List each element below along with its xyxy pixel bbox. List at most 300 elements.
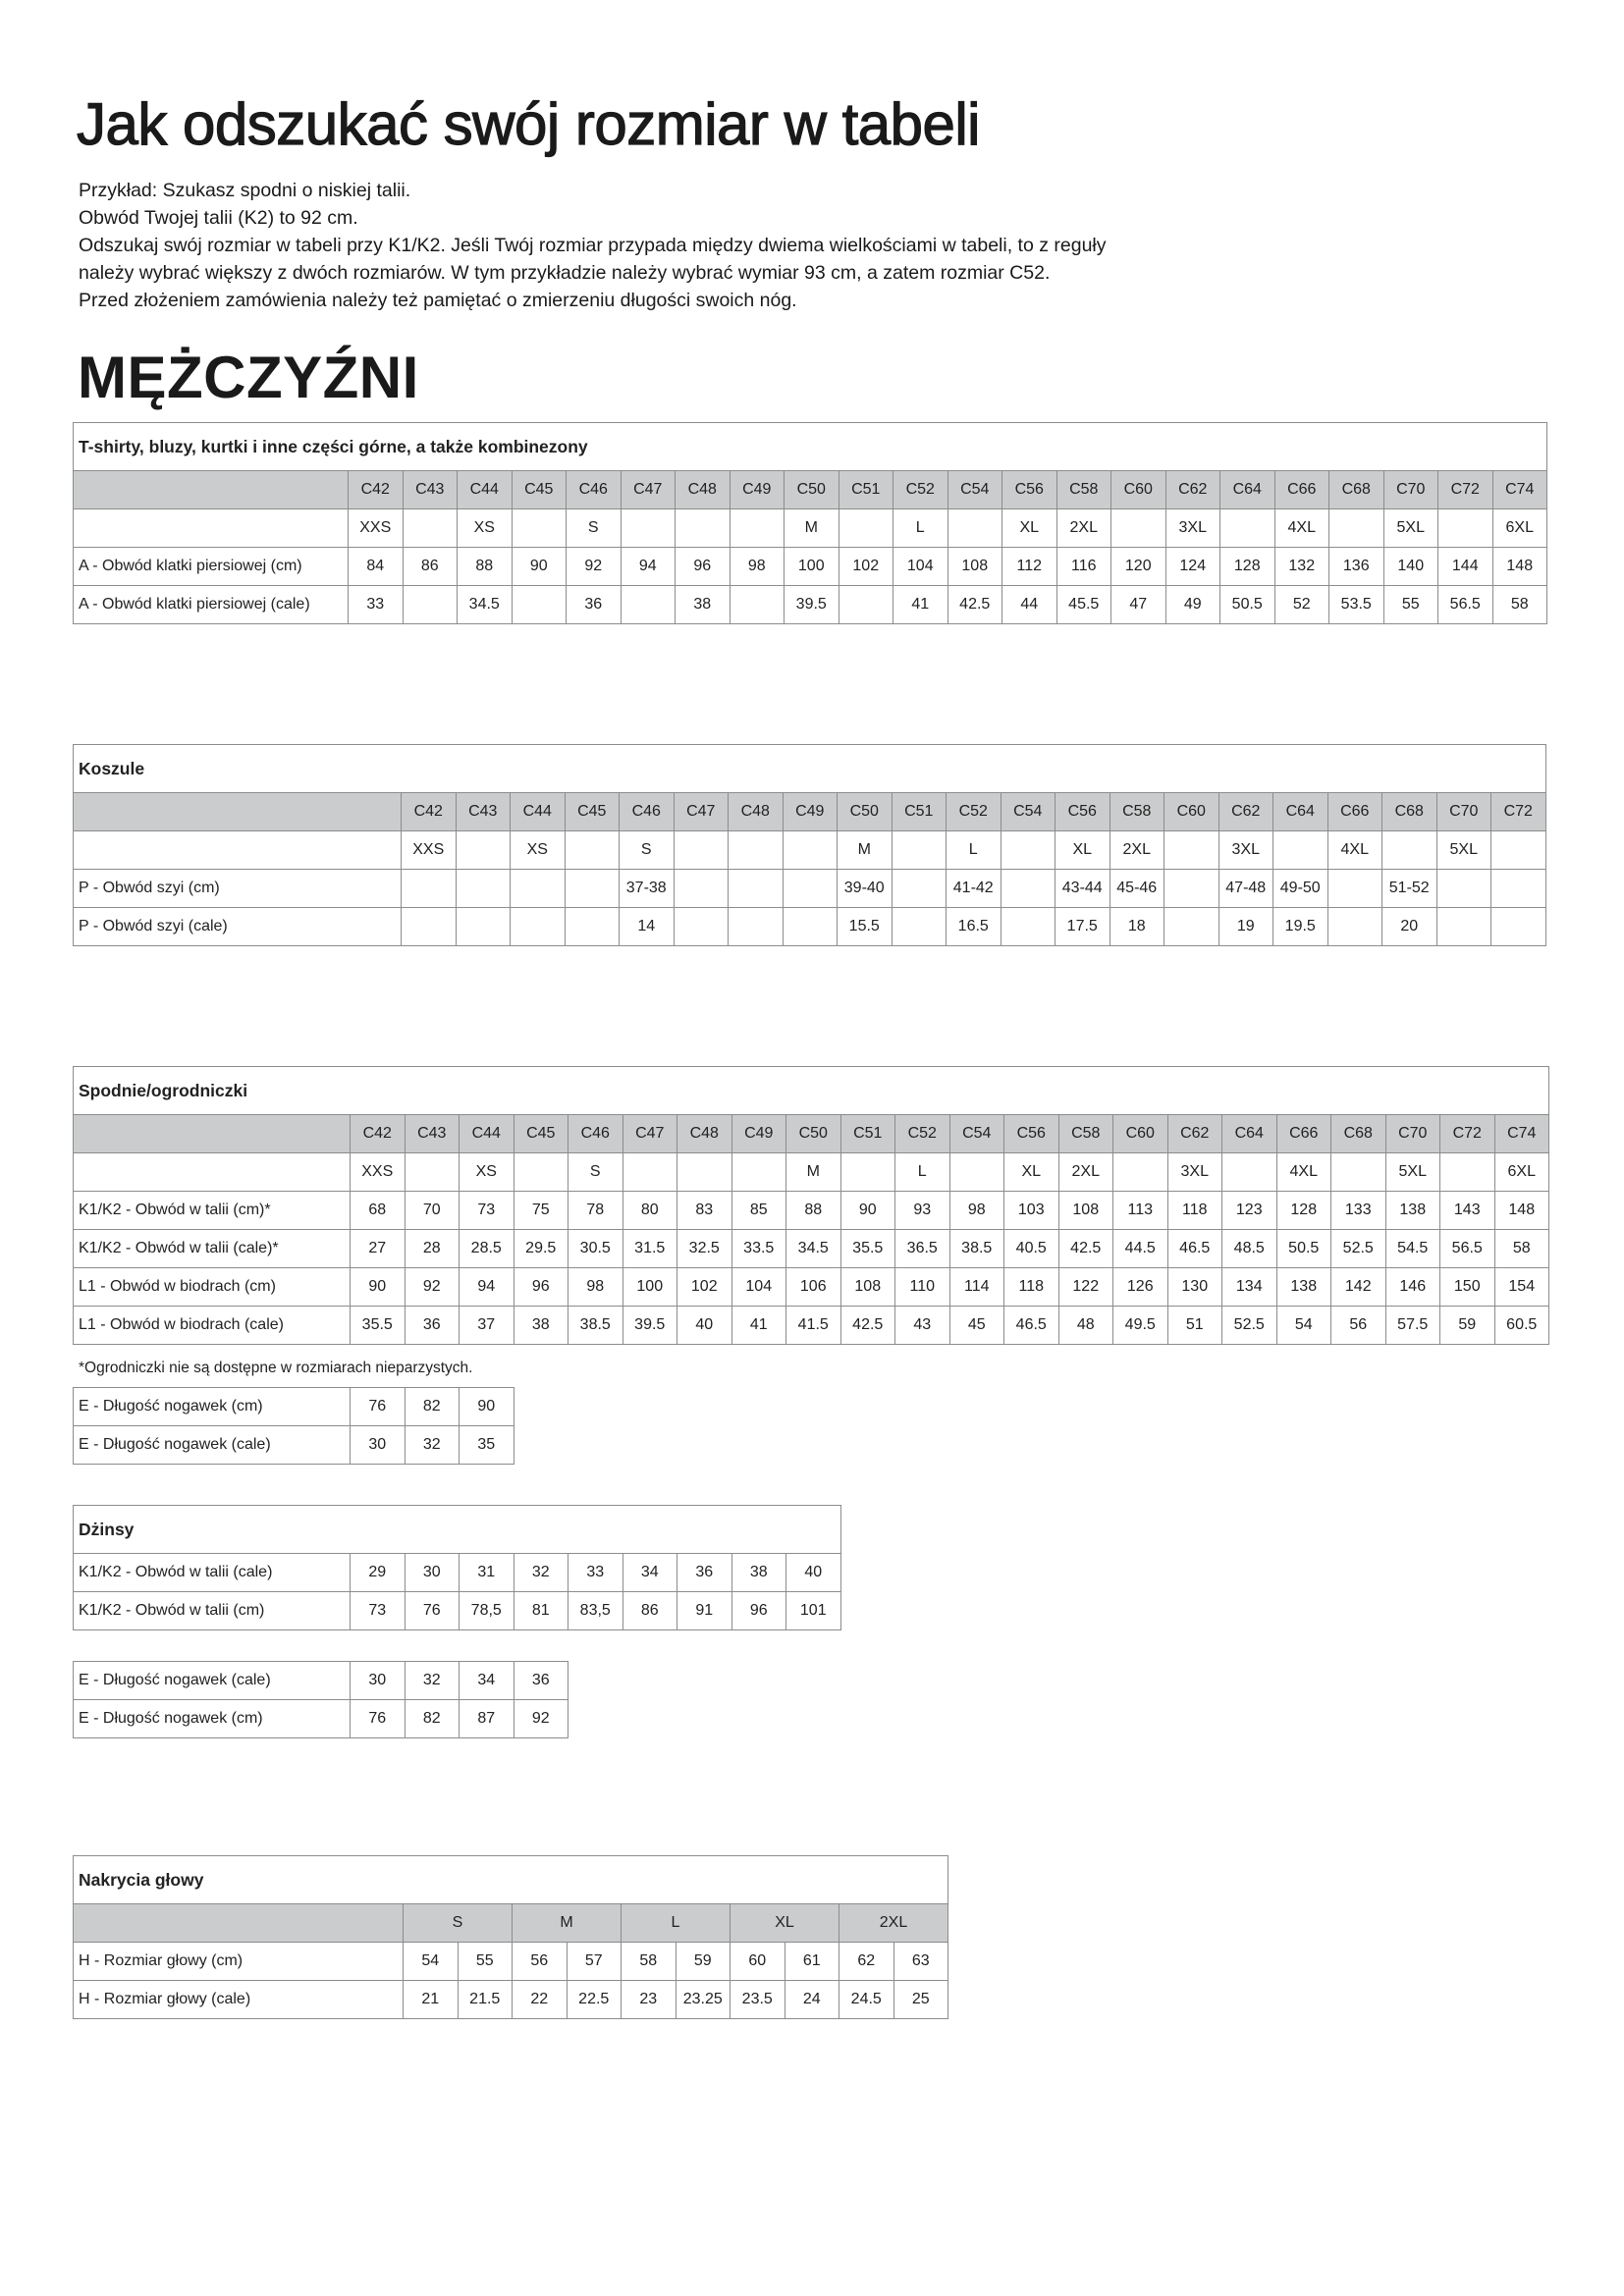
row-label: P - Obwód szyi (cale) [74,908,402,946]
measurement-cell: 61 [785,1943,839,1981]
size-code-cell: C68 [1331,1115,1386,1153]
measurement-cell: 40 [786,1554,841,1592]
measurement-cell [402,908,457,946]
measurement-cell: 29.5 [514,1230,568,1268]
size-code-cell: C58 [1058,1115,1113,1153]
measurement-cell: 28.5 [460,1230,514,1268]
measurement-cell: 51-52 [1382,870,1437,908]
measurement-cell: 90 [840,1192,895,1230]
measurement-cell [892,908,947,946]
measurement-cell: 90 [351,1268,406,1307]
measurement-cell: 82 [405,1388,460,1426]
size-code-cell: C66 [1276,1115,1331,1153]
size-code-cell: C60 [1164,793,1219,831]
size-letter-cell [514,1153,568,1192]
header-label-cell [74,471,349,509]
size-letter-cell [1001,831,1056,870]
measurement-cell [565,908,620,946]
size-letter-cell: M [786,1153,841,1192]
table-header-row [74,471,1547,509]
intro-line: Przed złożeniem zamówienia należy też pamiętać o zmierzeniu długości swoich nóg. [79,290,797,311]
measurement-cell: 114 [949,1268,1004,1307]
measurement-cell: 75 [514,1192,568,1230]
measurement-row [74,1700,568,1738]
measurement-cell: 39.5 [623,1307,677,1345]
measurement-cell: 86 [403,548,458,586]
measurement-cell [1327,908,1382,946]
measurement-cell: 113 [1113,1192,1168,1230]
size-code-cell: C66 [1274,471,1329,509]
size-code-cell: C72 [1491,793,1546,831]
size-code-cell: C70 [1383,471,1438,509]
size-letter-cell [512,509,567,548]
size-code-cell: C42 [402,793,457,831]
size-code-cell: C44 [511,793,566,831]
measurement-cell: 112 [1002,548,1057,586]
measurement-cell: 133 [1331,1192,1386,1230]
size-code-cell: C68 [1329,471,1384,509]
measurement-cell: 83,5 [568,1592,623,1630]
measurement-cell: 63 [893,1943,948,1981]
measurement-cell: 84 [349,548,404,586]
measurement-cell: 93 [895,1192,950,1230]
measurement-cell: 143 [1440,1192,1495,1230]
measurement-cell: 33 [568,1554,623,1592]
size-letter-cell: S [568,1153,623,1192]
measurement-cell: 51 [1167,1307,1222,1345]
intro-line: Obwód Twojej talii (K2) to 92 cm. [79,207,358,229]
measurement-cell: 120 [1111,548,1166,586]
size-code-cell: C64 [1222,1115,1277,1153]
measurement-cell: 104 [893,548,948,586]
size-letter-cell [783,831,838,870]
row-label: L1 - Obwód w biodrach (cm) [74,1268,351,1307]
table-title: Koszule [74,745,1546,793]
measurement-cell: 49.5 [1113,1307,1168,1345]
measurement-cell: 23.25 [676,1981,731,2019]
measurement-cell [565,870,620,908]
tshirts-size-table [73,422,1547,624]
size-letter-cell: 4XL [1276,1153,1331,1192]
measurement-cell [892,870,947,908]
size-letter-cell [676,509,731,548]
measurement-cell: 122 [1058,1268,1113,1307]
row-label: H - Rozmiar głowy (cm) [74,1943,404,1981]
size-letter-cell: 3XL [1165,509,1220,548]
size-code-cell: C51 [839,471,893,509]
table-title: Dżinsy [74,1506,841,1554]
tshirts-table-block [73,422,1547,624]
measurement-cell: 41 [731,1307,786,1345]
size-letter-cell: 3XL [1218,831,1273,870]
size-letter-cell [405,1153,460,1192]
measurement-cell: 35.5 [351,1307,406,1345]
measurement-cell: 98 [730,548,785,586]
size-code-cell: C56 [1002,471,1057,509]
measurement-cell: 88 [786,1192,841,1230]
size-code-cell: C74 [1494,1115,1549,1153]
measurement-cell: 138 [1385,1192,1440,1230]
size-letter-cell [839,509,893,548]
size-label-cell [74,509,349,548]
size-letter-cell: XL [1056,831,1110,870]
measurement-cell: 55 [1383,586,1438,624]
size-letter-row [74,1153,1549,1192]
measurement-row [74,908,1546,946]
measurement-cell: 52.5 [1222,1307,1277,1345]
measurement-cell: 90 [460,1388,514,1426]
size-code-cell: C50 [786,1115,841,1153]
size-letter-cell: L [947,831,1001,870]
size-label-cell [74,1153,351,1192]
size-code-cell: C58 [1056,471,1111,509]
size-letter-cell: S [620,831,675,870]
size-letter-cell [1222,1153,1277,1192]
measurement-cell: 41-42 [947,870,1001,908]
size-code-cell: C46 [620,793,675,831]
measurement-cell: 58 [1492,586,1547,624]
measurement-cell: 148 [1492,548,1547,586]
size-group-cell: M [513,1904,622,1943]
measurement-cell: 36 [567,586,622,624]
nakrycia-table-block [73,1855,948,2019]
measurement-cell: 32 [514,1554,568,1592]
measurement-cell: 110 [895,1268,950,1307]
measurement-row [74,1662,568,1700]
measurement-row [74,1230,1549,1268]
measurement-cell: 41 [893,586,948,624]
measurement-cell: 40.5 [1004,1230,1059,1268]
measurement-cell: 39-40 [838,870,893,908]
measurement-row [74,548,1547,586]
size-letter-row [74,831,1546,870]
leg-length-table-block [73,1387,514,1465]
measurement-cell: 41.5 [786,1307,841,1345]
size-code-cell: C47 [623,1115,677,1153]
measurement-cell: 38.5 [568,1307,623,1345]
measurement-cell: 52.5 [1331,1230,1386,1268]
measurement-cell: 146 [1385,1268,1440,1307]
measurement-cell: 154 [1494,1268,1549,1307]
measurement-cell [1164,908,1219,946]
size-group-cell: L [622,1904,731,1943]
size-code-cell: C45 [512,471,567,509]
measurement-cell: 86 [623,1592,677,1630]
table-header-row [74,793,1546,831]
size-letter-cell: 3XL [1167,1153,1222,1192]
measurement-cell: 134 [1222,1268,1277,1307]
measurement-cell: 30 [351,1662,406,1700]
size-code-cell: C47 [674,793,729,831]
measurement-cell: 56.5 [1440,1230,1495,1268]
size-letter-cell [947,509,1002,548]
measurement-cell: 44 [1002,586,1057,624]
measurement-cell: 38 [676,586,731,624]
measurement-cell: 43-44 [1056,870,1110,908]
measurement-cell [783,870,838,908]
row-label: E - Długość nogawek (cale) [74,1426,351,1465]
measurement-cell [729,908,784,946]
measurement-cell: 36 [677,1554,732,1592]
table-title-row [74,423,1547,471]
measurement-cell: 53.5 [1329,586,1384,624]
measurement-row [74,1388,514,1426]
measurement-cell: 108 [947,548,1002,586]
measurement-cell: 36 [514,1662,568,1700]
measurement-cell [1164,870,1219,908]
koszule-size-table [73,744,1546,946]
size-code-cell: C70 [1436,793,1491,831]
measurement-cell: 46.5 [1167,1230,1222,1268]
measurement-cell: 30.5 [568,1230,623,1268]
measurement-cell: 76 [351,1388,406,1426]
size-letter-cell: XS [458,509,513,548]
size-letter-cell: 2XL [1058,1153,1113,1192]
measurement-cell: 34 [623,1554,677,1592]
measurement-cell: 108 [840,1268,895,1307]
measurement-cell: 54 [1276,1307,1331,1345]
measurement-cell: 35.5 [840,1230,895,1268]
size-code-cell: C48 [729,793,784,831]
measurement-row [74,1943,948,1981]
size-letter-cell [565,831,620,870]
measurement-cell: 138 [1276,1268,1331,1307]
size-group-cell: 2XL [839,1904,948,1943]
size-code-cell: C60 [1111,471,1166,509]
size-code-cell: C66 [1327,793,1382,831]
measurement-cell: 136 [1329,548,1384,586]
measurement-cell: 150 [1440,1268,1495,1307]
size-letter-row [74,509,1547,548]
size-code-cell: C49 [730,471,785,509]
measurement-cell: 80 [623,1192,677,1230]
measurement-cell [839,586,893,624]
page-title: Jak odszukać swój rozmiar w tabeli [77,91,981,157]
size-code-cell: C49 [731,1115,786,1153]
size-letter-cell [1273,831,1328,870]
measurement-cell: 38 [731,1554,786,1592]
measurement-cell: 42.5 [947,586,1002,624]
measurement-cell: 55 [458,1943,513,1981]
measurement-cell: 45 [949,1307,1004,1345]
size-letter-cell: 4XL [1274,509,1329,548]
measurement-cell [1327,870,1382,908]
size-letter-cell: 6XL [1494,1153,1549,1192]
row-label: A - Obwód klatki piersiowej (cm) [74,548,349,586]
size-code-cell: C64 [1220,471,1275,509]
size-code-cell: C50 [838,793,893,831]
measurement-cell: 73 [351,1592,406,1630]
measurement-cell: 58 [622,1943,677,1981]
measurement-cell: 34 [460,1662,514,1700]
measurement-cell: 118 [1167,1192,1222,1230]
measurement-cell: 30 [351,1426,406,1465]
row-label: L1 - Obwód w biodrach (cale) [74,1307,351,1345]
measurement-cell: 57 [567,1943,622,1981]
measurement-cell: 92 [405,1268,460,1307]
measurement-cell: 70 [405,1192,460,1230]
measurement-cell: 42.5 [1058,1230,1113,1268]
measurement-cell: 30 [405,1554,460,1592]
measurement-row [74,870,1546,908]
measurement-cell: 42.5 [840,1307,895,1345]
measurement-cell: 22 [513,1981,568,2019]
size-code-cell: C45 [565,793,620,831]
measurement-cell: 142 [1331,1268,1386,1307]
header-label-cell [74,1904,404,1943]
measurement-cell: 132 [1274,548,1329,586]
size-letter-cell [674,831,729,870]
size-code-cell: C47 [621,471,676,509]
size-code-cell: C54 [1001,793,1056,831]
measurement-cell: 96 [731,1592,786,1630]
measurement-cell: 94 [460,1268,514,1307]
measurement-cell: 17.5 [1056,908,1110,946]
size-letter-cell: 2XL [1056,509,1111,548]
measurement-cell: 68 [351,1192,406,1230]
measurement-cell: 56 [1331,1307,1386,1345]
row-label: K1/K2 - Obwód w talii (cale)* [74,1230,351,1268]
measurement-cell: 23.5 [731,1981,785,2019]
intro-line: należy wybrać większy z dwóch rozmiarów. W tym przykładzie należy wybrać wymiar 93 cm, a zatem rozmiar C52. [79,262,1051,284]
table-title: Nakrycia głowy [74,1856,948,1904]
measurement-cell: 101 [786,1592,841,1630]
size-letter-cell [1382,831,1437,870]
measurement-cell: 28 [405,1230,460,1268]
measurement-cell: 16.5 [947,908,1001,946]
size-letter-cell [1113,1153,1168,1192]
measurement-cell [403,586,458,624]
measurement-cell: 37-38 [620,870,675,908]
measurement-cell [1491,908,1546,946]
size-code-cell: C43 [456,793,511,831]
size-code-cell: C64 [1273,793,1328,831]
size-code-cell: C74 [1492,471,1547,509]
measurement-cell: 78,5 [460,1592,514,1630]
size-code-cell: C52 [947,793,1001,831]
measurement-cell: 40 [677,1307,732,1345]
measurement-cell [783,908,838,946]
measurement-cell: 18 [1110,908,1164,946]
size-group-cell: S [404,1904,513,1943]
measurement-cell: 88 [458,548,513,586]
measurement-cell: 140 [1383,548,1438,586]
size-code-cell: C46 [567,471,622,509]
row-label: E - Długość nogawek (cm) [74,1700,351,1738]
size-code-cell: C44 [460,1115,514,1153]
size-letter-cell: XL [1004,1153,1059,1192]
table-title-row [74,1067,1549,1115]
size-code-cell: C58 [1110,793,1164,831]
size-letter-cell [840,1153,895,1192]
measurement-cell: 34.5 [458,586,513,624]
row-label: K1/K2 - Obwód w talii (cm) [74,1592,351,1630]
size-letter-cell: XXS [349,509,404,548]
measurement-cell: 98 [568,1268,623,1307]
measurement-cell [730,586,785,624]
measurement-cell: 103 [1004,1192,1059,1230]
measurement-cell: 50.5 [1276,1230,1331,1268]
measurement-cell: 60 [731,1943,785,1981]
size-letter-cell: 4XL [1327,831,1382,870]
measurement-row [74,1307,1549,1345]
row-label: A - Obwód klatki piersiowej (cale) [74,586,349,624]
measurement-cell: 50.5 [1220,586,1275,624]
size-letter-cell [892,831,947,870]
measurement-cell: 24 [785,1981,839,2019]
measurement-cell: 87 [460,1700,514,1738]
measurement-cell: 124 [1165,548,1220,586]
measurement-cell: 128 [1220,548,1275,586]
size-letter-cell [1164,831,1219,870]
row-label: P - Obwód szyi (cm) [74,870,402,908]
intro-line: Odszukaj swój rozmiar w tabeli przy K1/K2. Jeśli Twój rozmiar przypada między dwiema wielkościami w tabeli, to z reguły [79,235,1107,256]
size-code-cell: C56 [1004,1115,1059,1153]
measurement-cell: 54 [404,1943,459,1981]
measurement-cell: 96 [514,1268,568,1307]
measurement-cell [1436,908,1491,946]
size-letter-cell: XS [460,1153,514,1192]
table-title-row [74,745,1546,793]
size-code-cell: C46 [568,1115,623,1153]
measurement-cell: 25 [893,1981,948,2019]
measurement-cell: 92 [567,548,622,586]
size-letter-cell [949,1153,1004,1192]
measurement-cell: 14 [620,908,675,946]
size-code-cell: C52 [893,471,948,509]
measurement-cell: 49 [1165,586,1220,624]
size-letter-cell: 2XL [1110,831,1164,870]
measurement-cell: 62 [839,1943,894,1981]
header-label-cell [74,1115,351,1153]
measurement-cell: 144 [1438,548,1493,586]
size-letter-cell: XXS [351,1153,406,1192]
measurement-cell: 19.5 [1273,908,1328,946]
measurement-cell: 21.5 [458,1981,513,2019]
row-label: E - Długość nogawek (cale) [74,1662,351,1700]
measurement-cell: 73 [460,1192,514,1230]
size-code-cell: C70 [1385,1115,1440,1153]
size-code-cell: C48 [676,471,731,509]
measurement-cell: 38 [514,1307,568,1345]
size-group-row [74,1904,948,1943]
measurement-cell: 106 [786,1268,841,1307]
dzinsy-table-block [73,1505,841,1630]
measurement-cell: 29 [351,1554,406,1592]
measurement-row [74,1426,514,1465]
measurement-cell: 39.5 [785,586,839,624]
measurement-cell: 34.5 [786,1230,841,1268]
size-letter-cell: 5XL [1383,509,1438,548]
measurement-cell: 60.5 [1494,1307,1549,1345]
size-code-cell: C45 [514,1115,568,1153]
dzinsy-size-table [73,1505,841,1630]
measurement-cell [511,908,566,946]
size-code-cell: C54 [949,1115,1004,1153]
measurement-cell: 43 [895,1307,950,1345]
measurement-cell: 49-50 [1273,870,1328,908]
size-letter-cell [1491,831,1546,870]
measurement-cell: 81 [514,1592,568,1630]
footnote: *Ogrodniczki nie są dostępne w rozmiarach nieparzystych. [79,1360,473,1376]
size-letter-cell [1438,509,1493,548]
measurement-row [74,1554,841,1592]
measurement-cell: 37 [460,1307,514,1345]
size-letter-cell: S [567,509,622,548]
jeans-leg-length-table [73,1661,568,1738]
measurement-cell: 76 [405,1592,460,1630]
measurement-cell: 96 [676,548,731,586]
